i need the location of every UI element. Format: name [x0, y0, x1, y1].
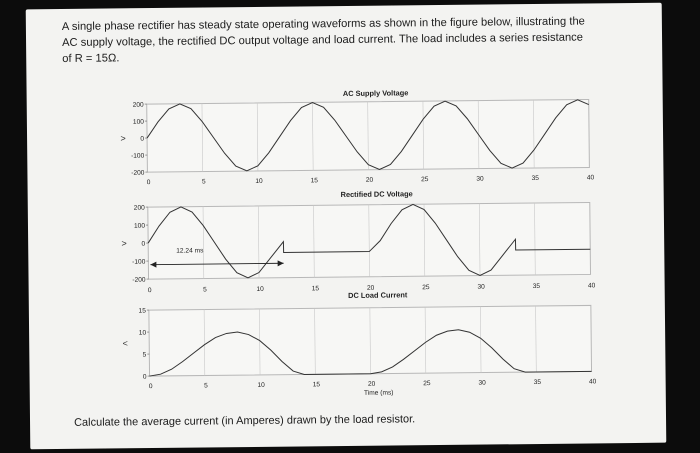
x-tick-label: 40	[588, 378, 597, 386]
x-tick-label: 5	[201, 178, 206, 186]
y-axis-marker: <	[122, 338, 128, 349]
y-tick-label: 200	[133, 204, 145, 212]
x-tick-label: 5	[204, 382, 208, 390]
y-tick-label: 15	[138, 307, 146, 315]
question-text: Calculate the average current (in Amperes) drawn by the load resistor.	[73, 413, 416, 429]
y-axis-marker: >	[121, 238, 127, 249]
x-tick-label: 10	[255, 177, 263, 185]
x-tick-label: 20	[365, 176, 374, 184]
x-tick-label: 35	[532, 282, 541, 291]
y-tick-label: 100	[132, 118, 144, 126]
y-tick-label: 200	[132, 101, 144, 109]
x-tick-label: 30	[476, 175, 484, 183]
x-tick-label: 20	[367, 380, 376, 388]
y-tick-label: -100	[132, 258, 146, 266]
x-tick-label: 20	[366, 284, 375, 292]
chart-title: DC Load Current	[348, 290, 408, 300]
x-tick-label: 35	[533, 378, 542, 387]
chart-title: AC Supply Voltage	[342, 88, 409, 99]
x-tick-label: 0	[146, 179, 151, 187]
x-tick-label: 10	[257, 381, 265, 389]
y-tick-label: 0	[141, 240, 146, 248]
y-tick-label: 5	[142, 351, 147, 359]
x-tick-label: 30	[478, 379, 486, 387]
waveform-charts	[26, 3, 667, 450]
y-tick-label: -100	[131, 152, 145, 160]
x-tick-label: 5	[203, 286, 207, 294]
y-tick-label: 100	[133, 222, 146, 230]
x-tick-label: 25	[421, 176, 429, 184]
x-axis-label: Time (ms)	[364, 389, 394, 397]
chart-1	[120, 86, 595, 186]
x-tick-label: 15	[310, 177, 318, 185]
y-tick-label: -200	[132, 276, 146, 284]
x-tick-label: 15	[311, 285, 320, 293]
x-tick-label: 30	[477, 283, 485, 291]
y-axis-marker: >	[120, 133, 126, 144]
x-tick-label: 40	[586, 174, 595, 182]
x-tick-label: 0	[147, 287, 152, 295]
x-tick-label: 0	[148, 383, 153, 391]
x-tick-label: 10	[256, 285, 264, 293]
y-tick-label: 0	[140, 135, 145, 143]
chart-3	[122, 285, 597, 399]
x-tick-label: 15	[312, 381, 321, 389]
x-tick-label: 35	[531, 174, 539, 183]
problem-line-1: A single phase rectifier has steady state operating waveforms as shown in the figure below, illustrating the	[61, 15, 585, 33]
chart-2	[121, 187, 596, 294]
annotation-label: 12.24 ms	[176, 247, 204, 255]
problem-line-3: of R = 15Ω.	[62, 52, 120, 65]
x-tick-label: 40	[587, 282, 596, 290]
x-tick-label: 25	[422, 284, 430, 292]
chart-title: Rectified DC Voltage	[340, 189, 413, 200]
problem-sheet	[26, 3, 667, 450]
problem-line-2: AC supply voltage, the rectified DC output voltage and load current. The load includes a series resistance	[62, 31, 584, 49]
y-tick-label: -200	[131, 169, 145, 177]
x-tick-label: 25	[423, 380, 431, 388]
y-tick-label: 10	[138, 329, 147, 337]
y-tick-label: 0	[142, 373, 147, 381]
